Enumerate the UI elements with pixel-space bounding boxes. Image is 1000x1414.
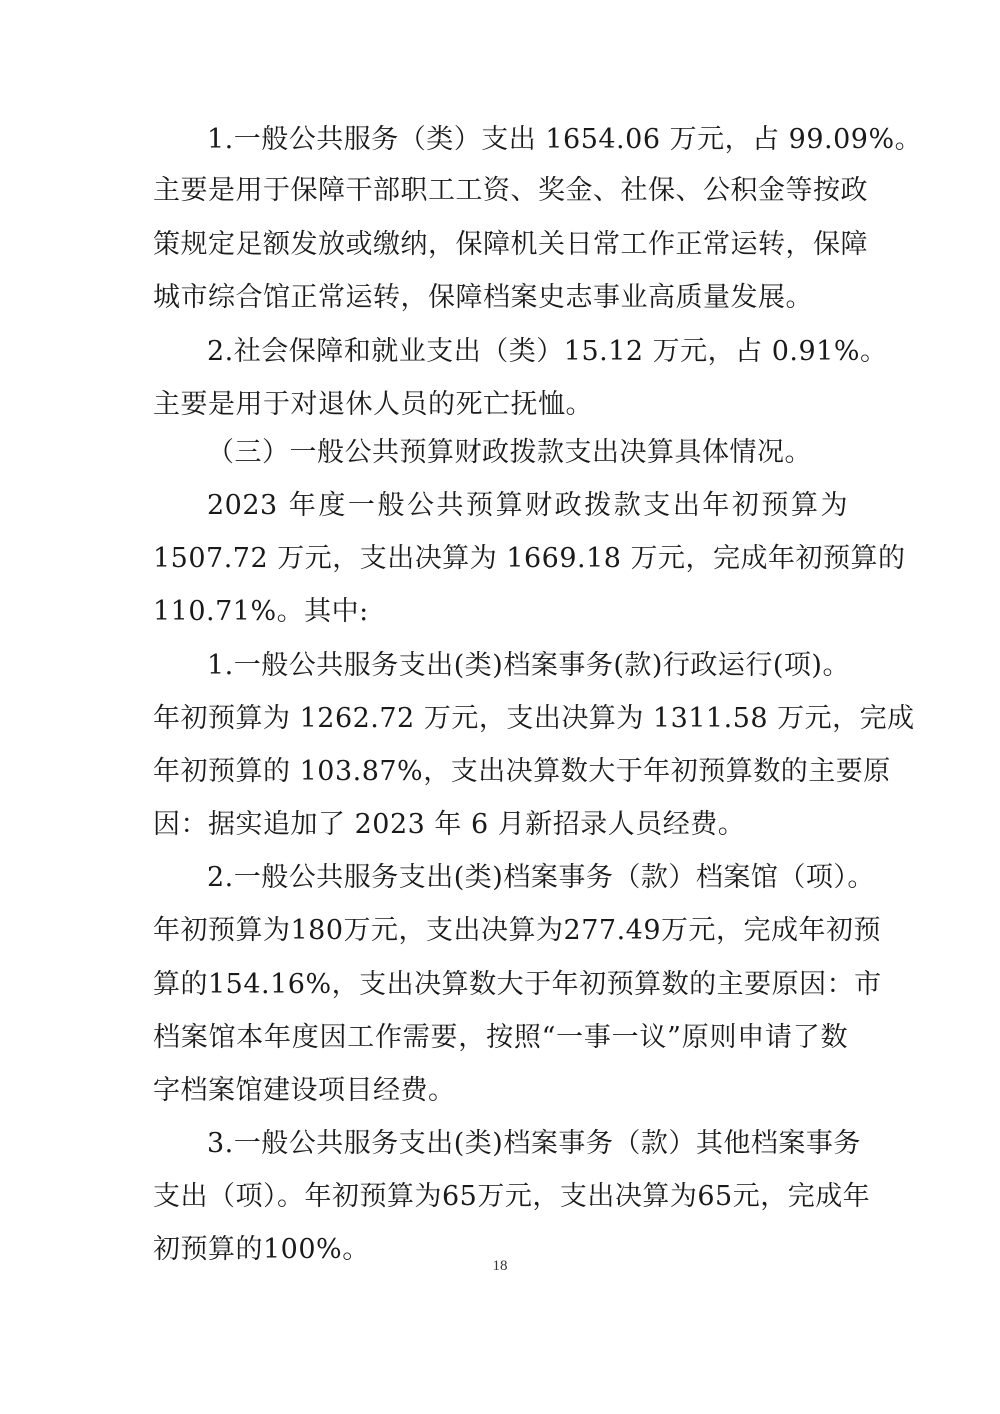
paragraph-line: 2.社会保障和就业支出（类）15.12 万元，占 0.91%。 [207, 336, 888, 367]
paragraph-line: 初预算的100%。 [153, 1234, 370, 1265]
paragraph-line: 年初预算为180万元，支出决算为277.49万元，完成年初预 [153, 915, 882, 946]
paragraph-line: 年初预算的 103.87%，支出决算数大于年初预算数的主要原 [153, 756, 891, 787]
paragraph-line: 算的154.16%，支出决算数大于年初预算数的主要原因：市 [153, 969, 882, 1000]
paragraph-line: 城市综合馆正常运转，保障档案史志事业高质量发展。 [153, 282, 813, 313]
paragraph-line: 110.71%。其中: [153, 596, 369, 627]
paragraph-line: 档案馆本年度因工作需要，按照“一事一议”原则申请了数 [153, 1022, 848, 1053]
paragraph-line: 主要是用于保障干部职工工资、奖金、社保、公积金等按政 [153, 175, 868, 206]
paragraph-line: 1507.72 万元，支出决算为 1669.18 万元，完成年初预算的 [153, 543, 906, 574]
paragraph-line: 1.一般公共服务支出(类)档案事务(款)行政运行(项)。 [207, 650, 850, 681]
paragraph-line: 2023 年度一般公共预算财政拨款支出年初预算为 [207, 490, 848, 521]
paragraph-line: 1.一般公共服务（类）支出 1654.06 万元，占 99.09%。 [207, 124, 923, 155]
paragraph-line: 字档案馆建设项目经费。 [153, 1075, 456, 1106]
paragraph-line: 支出（项）。年初预算为65万元，支出决算为65元，完成年 [153, 1181, 871, 1212]
section-heading: （三）一般公共预算财政拨款支出决算具体情况。 [207, 437, 812, 468]
paragraph-line: 2.一般公共服务支出(类)档案事务（款）档案馆（项）。 [207, 862, 875, 893]
page-number: 18 [492, 1258, 508, 1274]
paragraph-line: 策规定足额发放或缴纳，保障机关日常工作正常运转，保障 [153, 229, 868, 260]
paragraph-line: 主要是用于对退休人员的死亡抚恤。 [153, 389, 593, 420]
paragraph-line: 3.一般公共服务支出(类)档案事务（款）其他档案事务 [207, 1128, 861, 1159]
paragraph-line: 因：据实追加了 2023 年 6 月新招录人员经费。 [153, 809, 746, 840]
paragraph-line: 年初预算为 1262.72 万元，支出决算为 1311.58 万元，完成 [153, 703, 915, 734]
